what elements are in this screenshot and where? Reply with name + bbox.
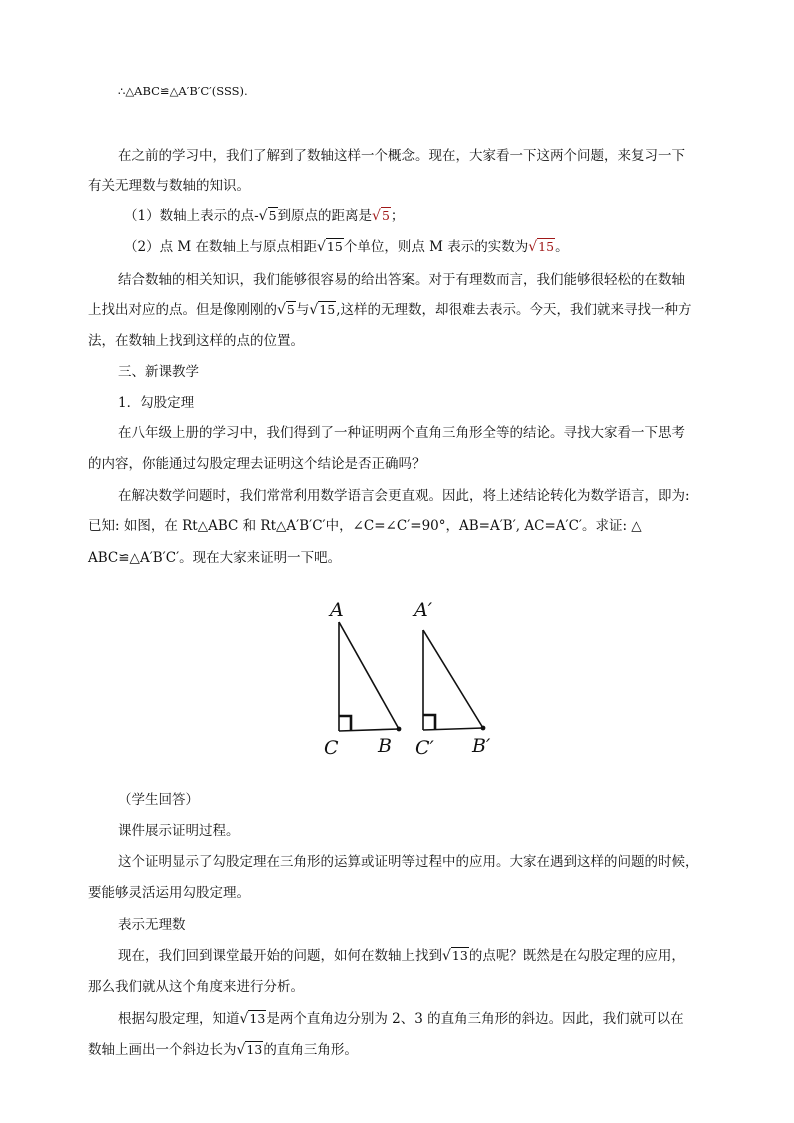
- sqrt-15-inline: √15: [309, 302, 336, 318]
- triangles-figure: [310, 592, 520, 767]
- student-answer-note: （学生回答）: [118, 792, 199, 808]
- paragraph-given-2: 已知: 如图，在 Rt△ABC 和 Rt△A′B′C′中，∠C=∠C′=90°，AB=A′B′, AC=A′C′。求证: △: [88, 518, 642, 534]
- label-b-prime: B′: [472, 735, 491, 757]
- label-a: A: [330, 599, 344, 621]
- paragraph-numberline-3: 法，在数轴上找到这样的点的位置。: [88, 333, 304, 349]
- side-ab: [339, 622, 399, 729]
- paragraph-numberline-2: 上找出对应的点。但是像刚刚的√5与√15,这样的无理数，却很难去表示。今天，我们就来寻找一种方: [88, 302, 692, 318]
- triangles-diagram: [310, 592, 520, 767]
- sqrt-13-inline-1: √13: [442, 948, 468, 964]
- side-ab-prime: [423, 630, 483, 728]
- paragraph-numberline-1: 结合数轴的相关知识，我们能够很容易的给出答案。对于有理数而言，我们能够很轻松的在数轴: [118, 272, 685, 288]
- right-angle-mark-c-prime: [423, 715, 435, 730]
- sqrt-13-inline-2: √13: [239, 1011, 266, 1027]
- paragraph-given-3: ABC≌△A′B′C′。现在大家来证明一下吧。: [88, 550, 342, 566]
- right-angle-mark-c: [339, 716, 351, 731]
- triangle-abc-prime: [412, 599, 491, 759]
- label-c: C: [324, 737, 339, 759]
- sqrt-5-answer: √5: [372, 208, 390, 224]
- paragraph-sqrt13-2: 那么我们就从这个角度来进行分析。: [88, 979, 304, 995]
- label-b: B: [378, 735, 392, 757]
- conclusion-line: ∴△ABC≌△A′B′C′(SSS).: [118, 84, 248, 98]
- heading-irrational-numbers: 表示无理数: [118, 917, 186, 933]
- triangle-abc: [324, 599, 401, 759]
- question-1: （1）数轴上表示的点-√5到原点的距离是√5；: [124, 208, 405, 224]
- paragraph-application-1: 这个证明显示了勾股定理在三角形的运算或证明等过程中的应用。大家在遇到这样的问题的时候，: [118, 854, 699, 870]
- sqrt-5-inline: √5: [277, 302, 295, 318]
- question-2: （2）点 M 在数轴上与原点相距√15个单位，则点 M 表示的实数为√15。: [124, 239, 569, 255]
- paragraph-intro-1: 在之前的学习中，我们了解到了数轴这样一个概念。现在，大家看一下这两个问题，来复习一下: [118, 148, 685, 164]
- paragraph-application-2: 要能够灵活运用勾股定理。: [88, 885, 250, 901]
- point-b: [397, 727, 402, 732]
- sqrt-15-answer: √15: [528, 239, 555, 255]
- paragraph-think-2: 的内容，你能通过勾股定理去证明这个结论是否正确吗？: [88, 456, 426, 472]
- paragraph-intro-2: 有关无理数与数轴的知识。: [88, 178, 250, 194]
- paragraph-given-1: 在解决数学问题时，我们常常利用数学语言会更直观。因此，将上述结论转化为数学语言，即为:: [118, 488, 690, 504]
- courseware-note: 课件展示证明过程。: [118, 823, 240, 839]
- sqrt-13-inline-3: √13: [236, 1042, 263, 1058]
- point-b-prime: [481, 726, 486, 731]
- label-a-prime: A′: [414, 599, 433, 621]
- section-heading-new-lesson: 三、新课教学: [118, 364, 199, 380]
- paragraph-hypotenuse-2: 数轴上画出一个斜边长为√13的直角三角形。: [88, 1042, 358, 1058]
- paragraph-think-1: 在八年级上册的学习中，我们得到了一种证明两个直角三角形全等的结论。寻找大家看一下思考: [118, 425, 685, 441]
- side-cb-prime: [423, 728, 483, 730]
- subsection-heading-pythagorean: 1．勾股定理: [118, 395, 195, 411]
- sqrt-5-expression: √5: [258, 208, 277, 224]
- paragraph-hypotenuse-1: 根据勾股定理，知道√13是两个直角边分别为 2、3 的直角三角形的斜边。因此，我们就可以在: [118, 1011, 684, 1027]
- label-c-prime: C′: [415, 737, 434, 759]
- side-cb: [339, 729, 399, 731]
- paragraph-sqrt13-1: 现在，我们回到课堂最开始的问题，如何在数轴上找到√13的点呢？既然是在勾股定理的应用，: [118, 948, 685, 964]
- sqrt-15-expression: √15: [317, 239, 343, 255]
